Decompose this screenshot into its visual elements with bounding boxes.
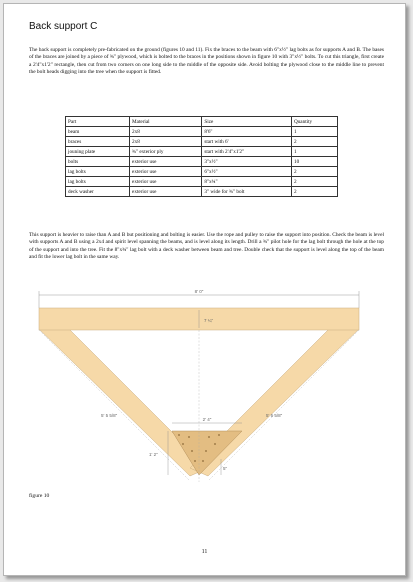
table-row — [66, 187, 338, 197]
table-cell: 1 — [291, 147, 337, 157]
support-diagram — [29, 286, 369, 486]
table-cell: 10 — [291, 157, 337, 167]
right-brace-length-label: 5' 5 5/8" — [266, 413, 283, 418]
beam-depth-label: 7 ¼" — [204, 318, 214, 323]
parts-table — [65, 116, 338, 197]
section-heading: Back support C — [29, 21, 98, 32]
table-cell: 2 — [291, 177, 337, 187]
table-row — [66, 167, 338, 177]
table-cell: 6"x½" — [202, 167, 292, 177]
table-cell: 8"x¾" — [202, 177, 292, 187]
table-header-cell: Material — [130, 117, 202, 127]
table-cell: start with 2'4"x1'2" — [202, 147, 292, 157]
plate-height-label: 1' 2" — [149, 452, 158, 457]
table-cell: 2 — [291, 167, 337, 177]
table-header-cell: Part — [66, 117, 130, 127]
beam-length-label: 8' 0" — [194, 289, 204, 294]
table-cell: braces — [66, 137, 130, 147]
table-cell: start with 6' — [202, 137, 292, 147]
table-row — [66, 147, 338, 157]
table-cell: lag bolts — [66, 177, 130, 187]
table-cell: 3" wide for ¾" bolt — [202, 187, 292, 197]
table-cell: exterior use — [130, 157, 202, 167]
table-cell: exterior use — [130, 187, 202, 197]
table-cell: bolts — [66, 157, 130, 167]
table-row — [66, 177, 338, 187]
figure-caption: figure 10 — [29, 493, 50, 499]
table-cell: jouning plate — [66, 147, 130, 157]
plate-width-label: 2' 4" — [202, 417, 212, 422]
left-brace — [39, 329, 208, 476]
table-cell: 2 — [291, 137, 337, 147]
table-cell: 3"x½" — [202, 157, 292, 167]
bottom-offset-label: 5" — [223, 466, 228, 471]
table-cell: 1 — [291, 127, 337, 137]
table-cell: 2x8 — [130, 137, 202, 147]
table-cell: exterior use — [130, 177, 202, 187]
table-cell: 2x8 — [130, 127, 202, 137]
table-row — [66, 157, 338, 167]
table-cell: beam — [66, 127, 130, 137]
instructions-paragraph: This support is heavier to raise than A and B but positioning and bolting is easier. Use the rope and pulley to raise the support into position. Check the beam is level with supports A and B using a 2x4 and spirit level spanning the beams, and is level along its length. Drill a ¾" pilot hole for the lag bolt through the hole at the top of the support and into the tree. Fit the 8"x¾" lag bolt with a deck washer between beam and tree. Double check that the support is level along the top of the beam and fit the lower lag bolt in the same way. — [29, 232, 384, 261]
table-row — [66, 137, 338, 147]
table-header-cell: Quantity — [291, 117, 337, 127]
document-page — [3, 3, 406, 576]
intro-paragraph: The back support is completely pre-fabricated on the ground (figures 10 and 11). Fix the braces to the beam with 6"x½" lag bolts as for supports A and B. The bases of the braces are joined by a piece of ¾" plywood, which is bolted to the braces in the positions shown in figure 10 with 3"x½" bolts. To cut this triangle, first create a 2'4"x1'2" rectangle, then cut from two corners on one long side to the middle of the opposite side. Avoid bolting the plywood close to the middle line to prevent the bolt heads digging into the tree when the support is fitted. — [29, 47, 384, 76]
table-cell: deck washer — [66, 187, 130, 197]
left-brace-length-label: 5' 5 5/8" — [101, 413, 118, 418]
table-row — [66, 127, 338, 137]
table-cell: 8'6" — [202, 127, 292, 137]
table-header-cell: Size — [202, 117, 292, 127]
table-cell: exterior use — [130, 167, 202, 177]
table-cell: 2 — [291, 187, 337, 197]
table-cell: lag bolts — [66, 167, 130, 177]
page-number: 11 — [201, 549, 208, 555]
table-header-row — [66, 117, 338, 127]
table-cell: ¾" exterior ply — [130, 147, 202, 157]
